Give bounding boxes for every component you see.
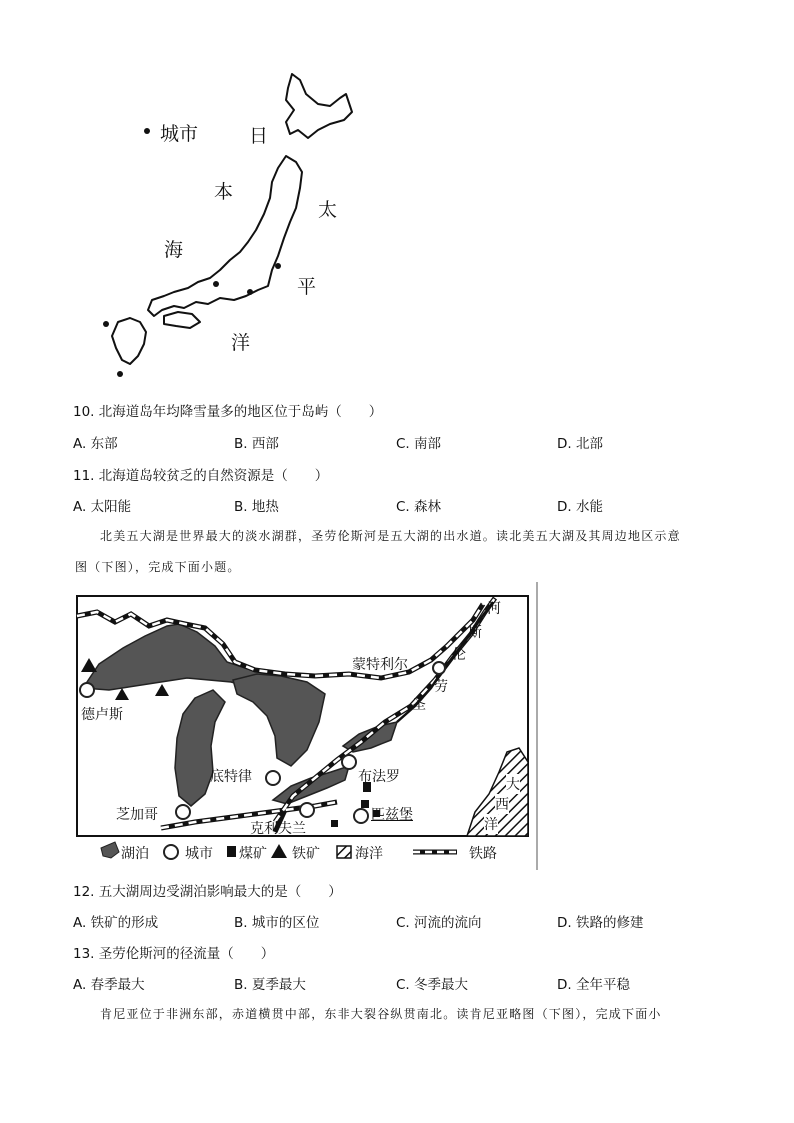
legend-ocean: 海洋 xyxy=(355,846,383,862)
option-letter: C. xyxy=(396,499,410,515)
question-text: 五大湖周边受湖泊影响最大的是（ ） xyxy=(98,884,342,900)
city-legend-dot xyxy=(144,128,150,134)
legend-lake: 湖泊 xyxy=(121,846,149,862)
city-label-detroit: 底特律 xyxy=(210,769,252,785)
option-letter: D. xyxy=(557,977,572,993)
option-letter: B. xyxy=(234,977,248,993)
question-13 xyxy=(73,942,274,962)
q13-option-a[interactable] xyxy=(73,973,145,993)
question-number: 13. xyxy=(73,946,95,962)
ocean-label-char-2: 西 xyxy=(495,794,509,814)
river-label-char-2: 斯 xyxy=(468,625,482,641)
option-text: 太阳能 xyxy=(90,499,132,515)
legend-coal: 煤矿 xyxy=(239,846,267,862)
q13-option-c[interactable] xyxy=(396,973,468,993)
option-letter: D. xyxy=(557,499,572,515)
option-text: 夏季最大 xyxy=(251,977,306,993)
question-text: 北海道岛较贫乏的自然资源是（ ） xyxy=(98,468,329,484)
q10-option-a[interactable] xyxy=(73,432,118,452)
option-letter: C. xyxy=(396,915,410,931)
q11-option-d[interactable] xyxy=(557,495,603,515)
question-text: 圣劳伦斯河的径流量（ ） xyxy=(98,946,275,962)
option-letter: B. xyxy=(234,436,248,452)
q13-option-d[interactable] xyxy=(557,973,630,993)
q12-option-a[interactable] xyxy=(73,911,158,931)
question-12 xyxy=(73,880,342,900)
city-label-montreal: 蒙特利尔 xyxy=(352,657,408,673)
japan-map xyxy=(60,60,380,390)
sea-of-japan-char-1: 日 xyxy=(249,125,269,147)
q11-option-b[interactable] xyxy=(234,495,279,515)
city-label-chicago: 芝加哥 xyxy=(116,807,158,823)
option-text: 全年平稳 xyxy=(575,977,630,993)
city-legend-label: 城市 xyxy=(160,123,199,145)
option-text: 东部 xyxy=(90,436,118,452)
q12-option-b[interactable] xyxy=(234,911,319,931)
passage-lakes-line-1: 北美五大湖是世界最大的淡水湖群，圣劳伦斯河是五大湖的出水道。读北美五大湖及其周边地区示意 xyxy=(100,529,681,543)
option-letter: A. xyxy=(73,915,87,931)
ocean-label-char-3: 洋 xyxy=(484,814,498,834)
question-10 xyxy=(73,400,382,420)
pacific-ocean-char-2: 平 xyxy=(297,276,317,298)
option-text: 地热 xyxy=(251,499,279,515)
passage-lakes-line-2: 图（下图），完成下面小题。 xyxy=(75,560,241,574)
option-text: 冬季最大 xyxy=(414,977,469,993)
option-letter: A. xyxy=(73,436,87,452)
pacific-ocean-char-3: 洋 xyxy=(231,332,251,354)
q10-option-b[interactable] xyxy=(234,432,279,452)
option-text: 河流的流向 xyxy=(414,915,482,931)
legend-iron: 铁矿 xyxy=(292,846,320,862)
question-number: 12. xyxy=(73,884,95,900)
option-letter: C. xyxy=(396,436,410,452)
option-text: 城市的区位 xyxy=(251,915,320,931)
option-letter: B. xyxy=(234,915,248,931)
q11-option-a[interactable] xyxy=(73,495,131,515)
q13-option-b[interactable] xyxy=(234,973,306,993)
q10-option-d[interactable] xyxy=(557,432,603,452)
city-label-buffalo: 布法罗 xyxy=(358,769,400,785)
option-letter: B. xyxy=(234,499,248,515)
river-label-char-3: 伦 xyxy=(452,647,466,663)
option-text: 春季最大 xyxy=(90,977,145,993)
sea-of-japan-char-2: 本 xyxy=(214,181,234,203)
river-label-char-4: 劳 xyxy=(434,679,448,695)
option-text: 西部 xyxy=(251,436,279,452)
river-label-char-5: 圣 xyxy=(412,697,426,713)
question-text: 北海道岛年均降雪量多的地区位于岛屿（ ） xyxy=(98,404,383,420)
pacific-ocean-char-1: 太 xyxy=(318,199,338,221)
great-lakes-map xyxy=(75,582,540,870)
option-letter: D. xyxy=(557,436,572,452)
river-label-char-1: 河 xyxy=(487,601,501,617)
city-label-pittsburgh: 匹兹堡 xyxy=(371,807,413,823)
option-letter: D. xyxy=(557,915,572,931)
legend-railway: 铁路 xyxy=(469,846,497,862)
question-11 xyxy=(73,464,328,484)
option-text: 南部 xyxy=(414,436,442,452)
legend-city: 城市 xyxy=(185,846,213,862)
japan-outline xyxy=(60,60,380,390)
sea-of-japan-char-3: 海 xyxy=(164,239,184,261)
q12-option-c[interactable] xyxy=(396,911,482,931)
question-number: 10. xyxy=(73,404,95,420)
city-label-duluth: 德卢斯 xyxy=(81,707,123,723)
option-text: 北部 xyxy=(575,436,603,452)
option-letter: A. xyxy=(73,977,87,993)
q10-option-c[interactable] xyxy=(396,432,441,452)
passage-kenya-line-1: 肯尼亚位于非洲东部，赤道横贯中部，东非大裂谷纵贯南北。读肯尼亚略图（下图），完成下面小 xyxy=(100,1007,662,1021)
option-text: 铁矿的形成 xyxy=(90,915,159,931)
option-text: 森林 xyxy=(414,499,442,515)
ocean-label-char-1: 大 xyxy=(506,774,520,794)
question-number: 11. xyxy=(73,468,95,484)
q12-option-d[interactable] xyxy=(557,911,643,931)
option-text: 水能 xyxy=(575,499,603,515)
option-text: 铁路的修建 xyxy=(575,915,644,931)
city-label-cleveland: 克利夫兰 xyxy=(250,821,306,837)
option-letter: C. xyxy=(396,977,410,993)
option-letter: A. xyxy=(73,499,87,515)
q11-option-c[interactable] xyxy=(396,495,441,515)
